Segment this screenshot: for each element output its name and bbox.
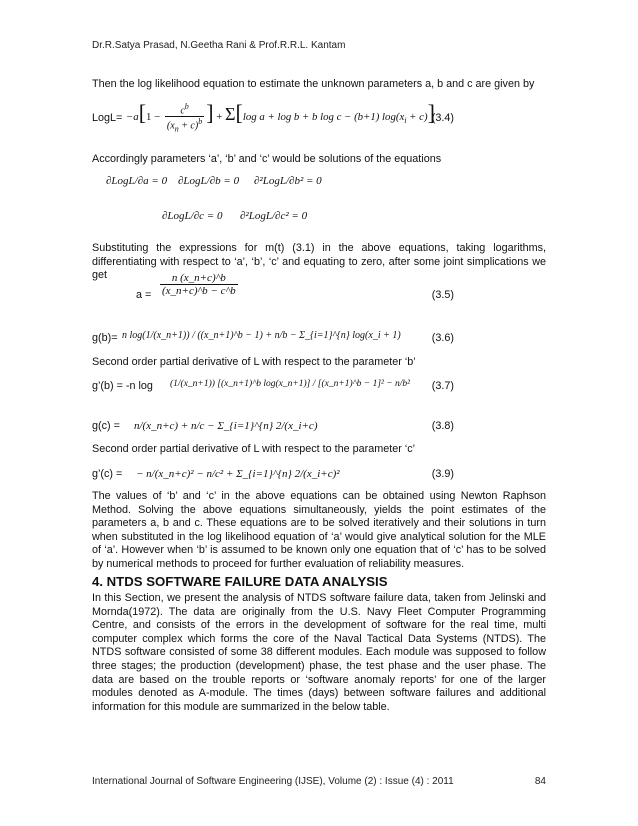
paragraph-second-order-b: Second order partial derivative of L with respect to the parameter ‘b’ (92, 356, 416, 368)
equation-3-5-lhs: a = (136, 289, 152, 301)
equation-3-9-lhs: g’(c) = (92, 468, 123, 480)
equation-3-8-lhs: g(c) = (92, 420, 120, 432)
equation-3-6 (92, 318, 546, 348)
equation-3-7-expr: (1/(x_n+1)) [(x_n+1)^b log(x_n+1)] / [(x_n+1)^b − 1]² − n/b² (170, 379, 411, 389)
paragraph-substituting: Substituting the expressions for m(t) (3.1) in the above equations, taking logarithms, differentiating with respect to ‘a’, ‘b’, ‘c’ and equating to zero, after some joint simplications we get (92, 242, 546, 282)
running-footer (92, 776, 546, 787)
equation-3-7-number: (3.7) (431, 380, 454, 392)
equation-3-6-number: (3.6) (431, 332, 454, 344)
equation-3-4-number: (3.4) (431, 112, 454, 124)
equation-3-4 (92, 100, 546, 140)
partial-eq-c2: ∂²LogL/∂c² = 0 (240, 210, 308, 222)
journal-citation: International Journal of Software Engineering (IJSE), Volume (2) : Issue (4) : 2011 (92, 776, 454, 787)
equation-3-9-number: (3.9) (431, 468, 454, 480)
equation-3-5 (92, 272, 546, 302)
paragraph-ntds: In this Section, we present the analysis of NTDS software failure data, taken from Jelinski and Mornda(1972). The data are originally from the U.S. Navy Fleet Computer Programming Centre, and consists of the errors in the development of software for the real time, multi computer complex which forms the core of the Naval Tactical Data Systems (NTDS). The NTDS software consisted of some 38 different modules. Each module was supposed to follow three stages; the production (development) phase, the test phase and the user phase. The data are based on the trouble reports or ‘software anomaly reports’ for one of the larger modules denoted as A-module. The times (days) between software failures and additional information for this module are summarized in the below table. (92, 592, 546, 713)
equation-3-8-number: (3.8) (431, 420, 454, 432)
equation-3-6-expr: n log(1/(x_n+1)) / ((x_n+1)^b − 1) + n/b − Σ_{i=1}^{n} log(x_i + 1) (122, 330, 401, 341)
equation-3-9 (92, 458, 546, 484)
paragraph-newton-raphson: The values of ‘b’ and ‘c’ in the above equations can be obtained using Newton Raphson Method. Solving the above equations simultaneously, yields the point estimates of the parameters a, b and c. These equations are to be solved iteratively and their solutions in turn when substituted in the log likelihood equation of ‘a’ would give analytical solution for the MLE of ‘a’. However when ‘b’ is assumed to be known only one equation that of ‘c’ has to be solved by numerical methods to proceed for further evaluation of reliability measures. (92, 490, 546, 570)
paragraph-solutions: Accordingly parameters ‘a’, ‘b’ and ‘c’ would be solutions of the equations (92, 153, 442, 165)
paragraph-second-order-c: Second order partial derivative of L with respect to the parameter ‘c’ (92, 443, 416, 455)
equation-3-7 (92, 372, 546, 398)
equation-3-8 (92, 408, 546, 434)
equation-3-9-expr: − n/(x_n+c)² − n/c² + Σ_{i=1}^{n} 2/(x_i+c)² (136, 468, 340, 480)
partial-eq-a: ∂LogL/∂a = 0 (106, 175, 168, 187)
equation-3-4-lhs: LogL= (92, 112, 123, 124)
section-heading-4: 4. NTDS SOFTWARE FAILURE DATA ANALYSIS (92, 574, 388, 589)
equation-3-5-fraction: $\frac{n (x\_n+c)\^{}b}{(x\_n+c)\^{}b - c\^{}b}$ (162, 272, 236, 297)
equation-3-6-lhs: g(b)= (92, 332, 118, 344)
paragraph-intro: Then the log likelihood equation to estimate the unknown parameters a, b and c are given by (92, 78, 535, 90)
equation-3-8-expr: n/(x_n+c) + n/c − Σ_{i=1}^{n} 2/(x_i+c) (134, 420, 318, 432)
partial-eq-b2: ∂²LogL/∂b² = 0 (254, 175, 322, 187)
running-header: Dr.R.Satya Prasad, N.Geetha Rani & Prof.R.R.L. Kantam (92, 40, 346, 51)
partial-eq-c: ∂LogL/∂c = 0 (162, 210, 223, 222)
page-number: 84 (534, 776, 546, 787)
equation-3-7-lhs: g’(b) = -n log (92, 380, 153, 392)
partial-eq-b: ∂LogL/∂b = 0 (178, 175, 240, 187)
equation-3-4-body: −a[1 − $\frac{c^b}{(x_n + c)^b}$ ] + Σ[log a + log b + b log c − (b+1) $\log(x_i + c)$] (126, 100, 435, 134)
equation-3-5-number: (3.5) (431, 289, 454, 301)
